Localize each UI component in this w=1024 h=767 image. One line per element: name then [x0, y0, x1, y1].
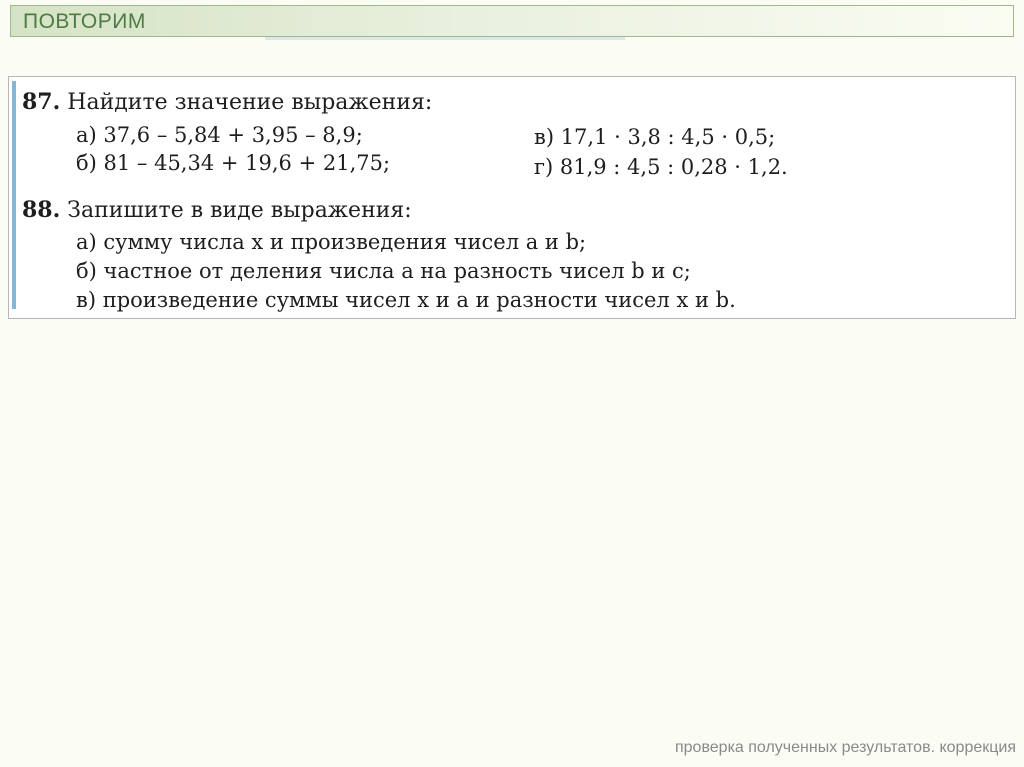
problem-87-item-g: г) 81,9 : 4,5 : 0,28 · 1,2.	[534, 155, 788, 179]
problem-88-number: 88.	[22, 197, 61, 223]
footer-note: проверка полученных результатов. коррекция	[674, 739, 1016, 756]
panel-side-bar	[12, 81, 16, 309]
problem-88-item-v: в) произведение суммы чисел x и a и разности чисел x и b.	[76, 288, 736, 312]
slide-title: ПОВТОРИМ	[23, 10, 146, 33]
slide-title-bar	[10, 5, 1014, 37]
problem-87-instruction: Найдите значение выражения:	[67, 90, 433, 115]
textbook-excerpt	[8, 76, 1016, 319]
title-underline-decoration	[265, 37, 625, 40]
problem-88-heading	[22, 197, 412, 223]
problem-87-item-b: б) 81 – 45,34 + 19,6 + 21,75;	[76, 151, 391, 175]
problem-88-instruction: Запишите в виде выражения:	[67, 198, 412, 223]
problem-87-item-a: а) 37,6 – 5,84 + 3,95 – 8,9;	[76, 123, 363, 147]
problem-87-item-v: в) 17,1 · 3,8 : 4,5 · 0,5;	[534, 125, 776, 149]
problem-87-heading	[22, 89, 432, 115]
problem-88-item-b: б) частное от деления числа a на разность чисел b и c;	[76, 259, 691, 283]
problem-88-item-a: а) сумму числа x и произведения чисел a и b;	[76, 230, 587, 254]
problem-87-number: 87.	[22, 89, 61, 115]
